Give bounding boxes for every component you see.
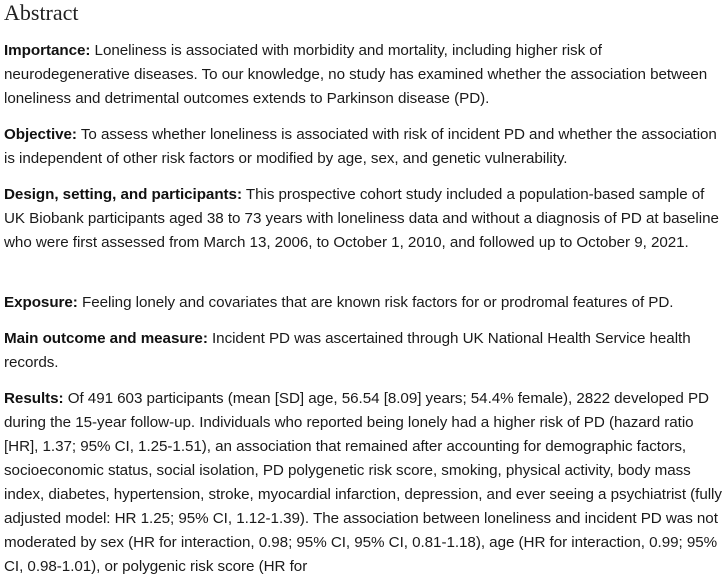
section-text-design: This prospective cohort study included a population-based sample of UK Biobank participants aged 38 to 73 years with loneliness data and without a diagnosis of PD at baseline who were first assessed from March 13, 2006, to October 1, 2010, and followed up to October 9, 2021. [4,186,719,251]
section-text-outcome: Incident PD was ascertained through UK National Health Service health records. [4,330,691,371]
section-exposure [4,291,726,315]
abstract-heading: Abstract [4,0,79,25]
section-label-design: Design, setting, and participants: [4,186,242,203]
section-label-importance: Importance: [4,42,91,59]
section-text-results: Of 491 603 participants (mean [SD] age, 56.54 [8.09] years; 54.4% female), 2822 developed PD during the 15-year follow-up. Individuals who reported being lonely had a higher risk of PD (hazard ratio [HR], 1.37; 95% CI, 1.25-1.51), an association that remained after accounting for demographic factors, socioeconomic status, social isolation, PD polygenetic risk score, smoking, physical activity, body mass index, diabetes, hypertension, stroke, myocardial infarction, depression, and ever seeing a psychiatrist (fully adjusted model: HR 1.25; 95% CI, 1.12-1.39). The association between loneliness and incident PD was not moderated by sex (HR for interaction, 0.98; 95% CI, 95% CI, 0.81-1.18), age (HR for interaction, 0.99; 95% CI, 0.98-1.01), or polygenic risk score (HR for [4,390,722,575]
section-importance [4,39,726,111]
section-label-exposure: Exposure: [4,294,78,311]
section-text-importance: Loneliness is associated with morbidity and mortality, including higher risk of neurodegenerative diseases. To our knowledge, no study has examined whether the association between loneliness and detrimental outcomes extends to Parkinson disease (PD). [4,42,708,107]
section-label-results: Results: [4,390,64,407]
section-outcome [4,327,726,375]
section-label-outcome: Main outcome and measure: [4,330,208,347]
section-results [4,387,726,579]
section-objective [4,123,726,171]
section-label-objective: Objective: [4,126,77,143]
section-design [4,183,726,255]
section-text-exposure: Feeling lonely and covariates that are known risk factors for or prodromal features of PD. [82,294,674,311]
section-text-objective: To assess whether loneliness is associated with risk of incident PD and whether the association is independent of other risk factors or modified by age, sex, and genetic vulnerability. [4,126,717,167]
